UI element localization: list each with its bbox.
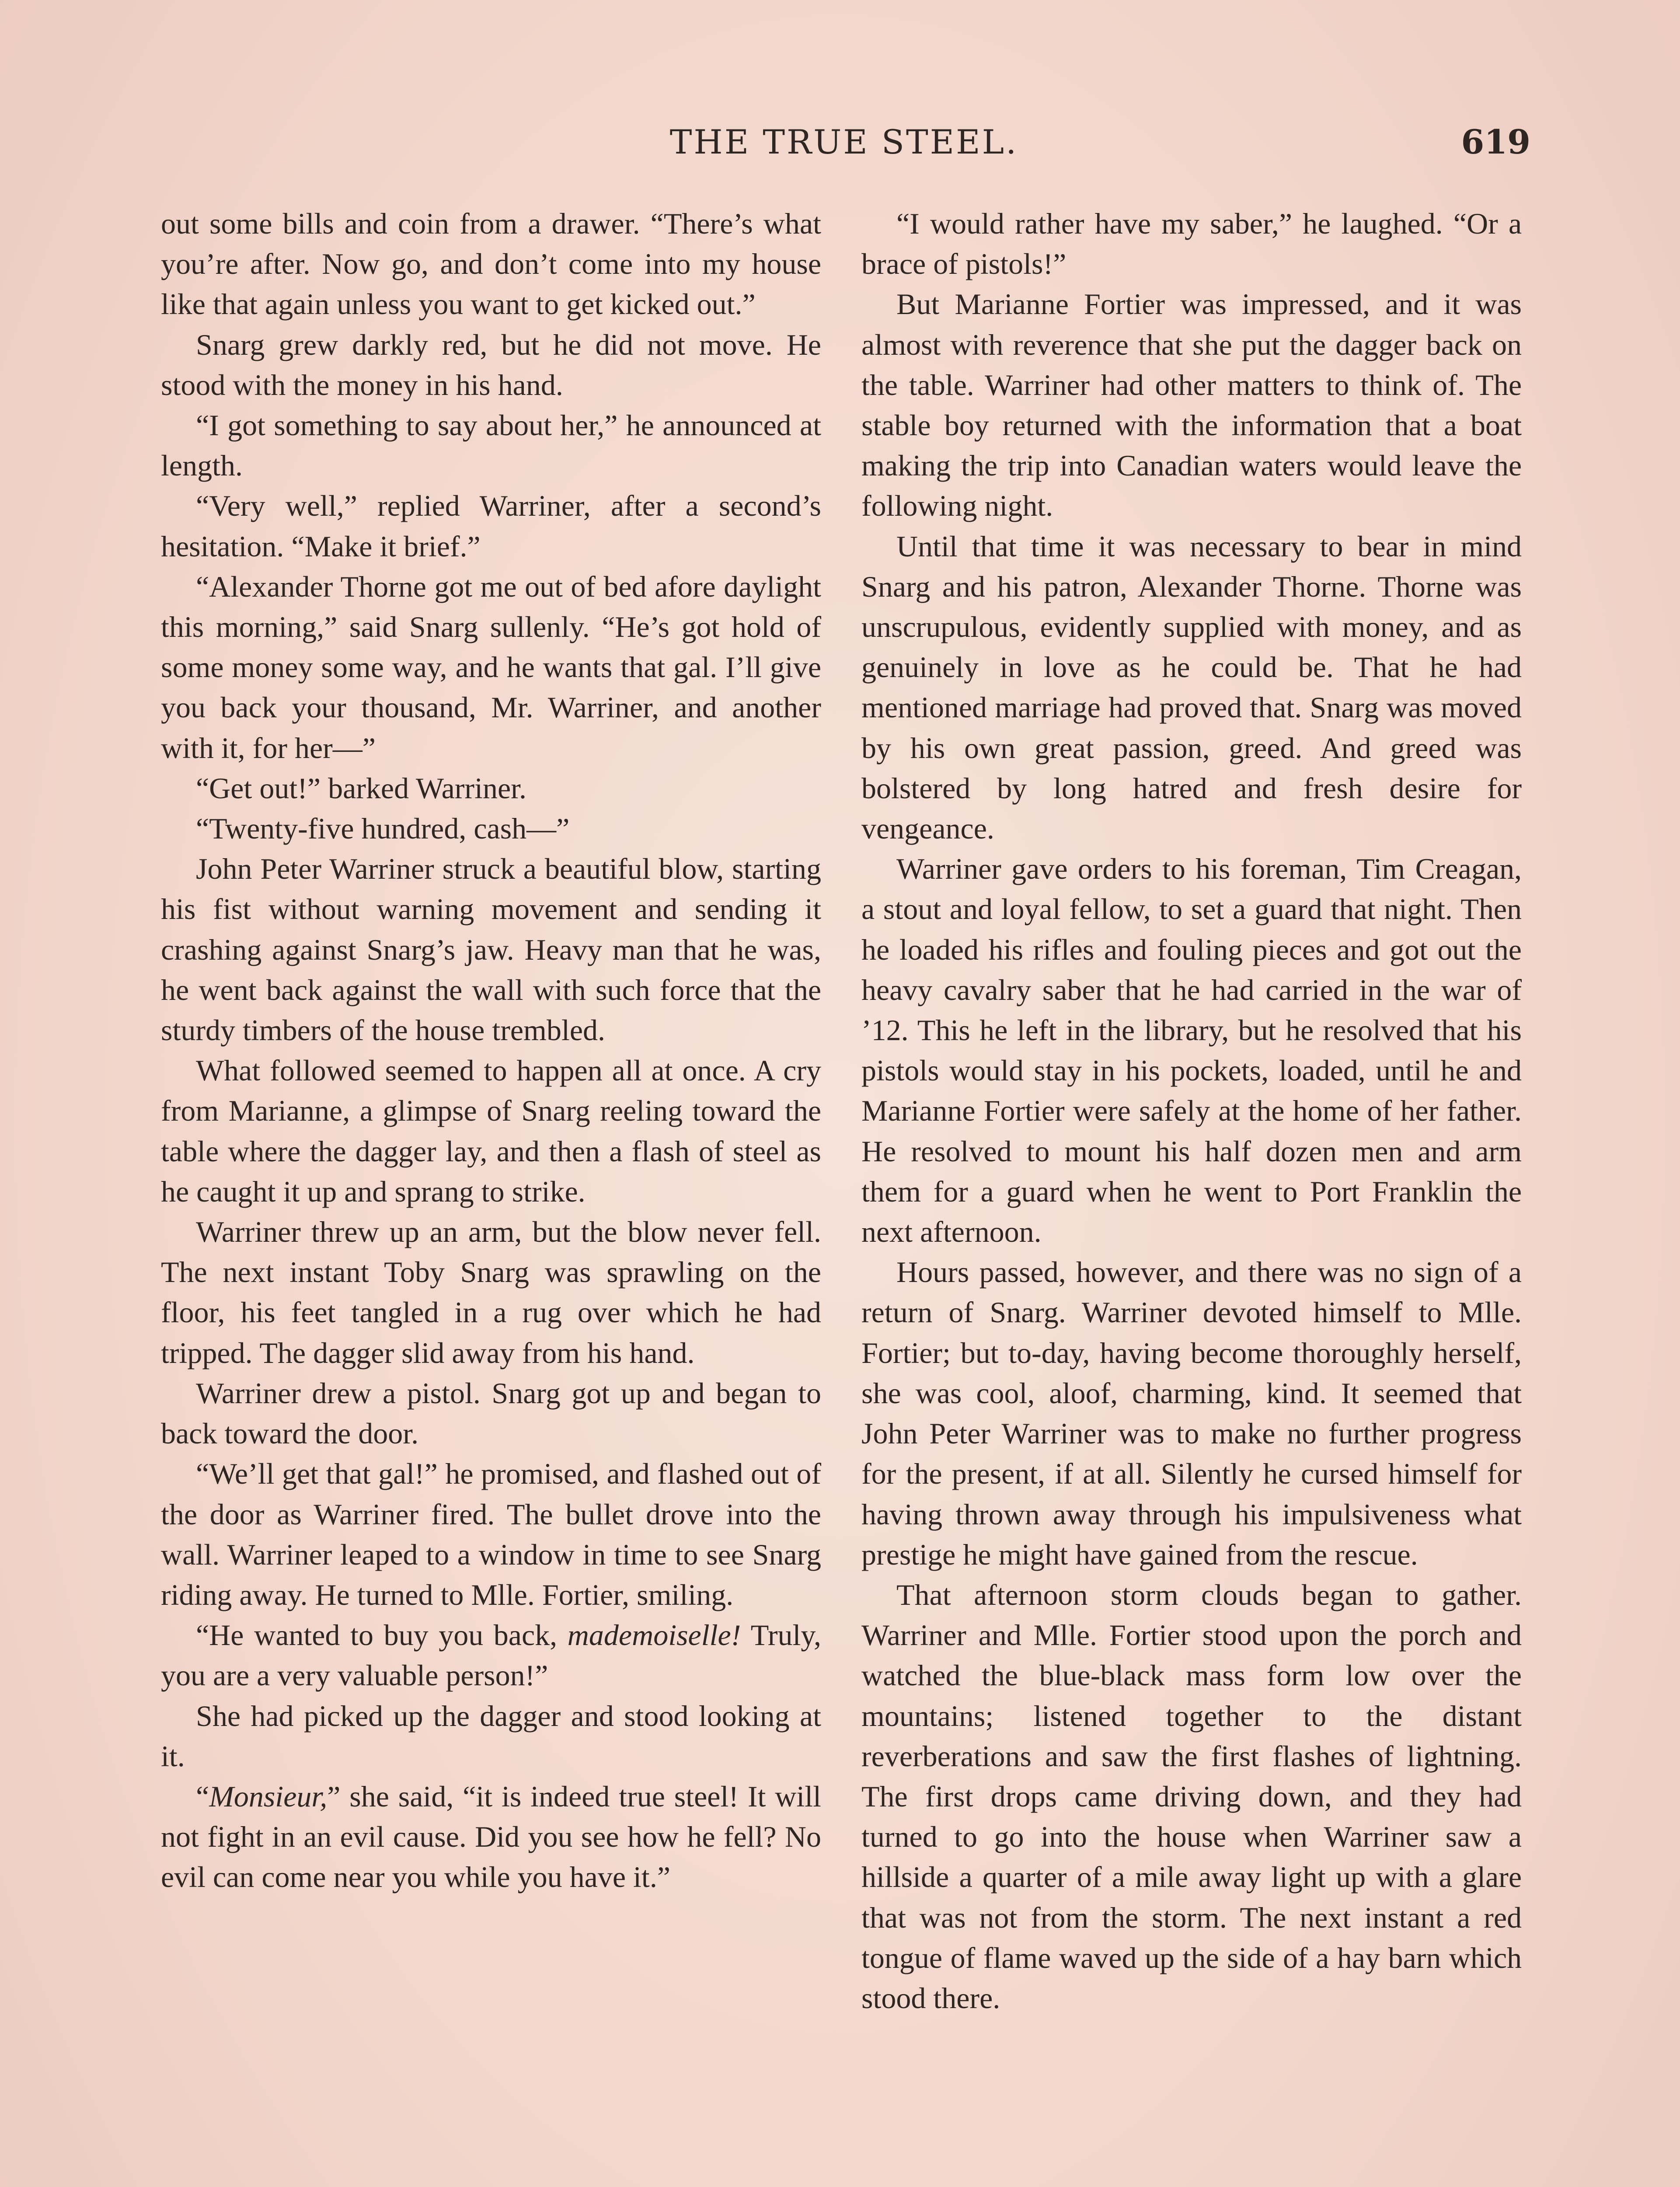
italic-text: Monsieur, [209, 1779, 328, 1813]
paragraph: “Twenty-five hundred, cash—” [196, 812, 570, 845]
paragraph: “Get out!” barked Warriner. [196, 771, 527, 805]
paragraph: Warriner drew a pistol. Snarg got up and began to back toward the door. [161, 1376, 821, 1450]
paragraph: “Alexander Thorne got me out of bed afore daylight this morning,” said Snarg sullenly. “He’s got hold of some money some way, and he wants that gal. I’ll give you back your thousand, Mr. Warriner, and another with it, for her—” [161, 569, 821, 765]
paragraph: Warriner gave orders to his foreman, Tim Creagan, a stout and loyal fellow, to set a guard that night. Then he loaded his rifles and fouling pieces and got out the heavy cavalry saber that he had carried in the war of ’12. This he left in the library, but he resolved that his pistols would stay in his pockets, loaded, until he and Marianne Fortier were safely at the home of her father. He resolved to mount his half dozen men and arm them for a guard when he went to Port Franklin the next afternoon. [861, 852, 1522, 1249]
paragraph: But Marianne Fortier was impressed, and it was almost with reverence that she put the dagger back on the table. Warriner had other matters to think of. The stable boy returned with the information that a boat making the trip into Canadian waters would leave the following night. [861, 287, 1522, 523]
text-run: “He wanted to buy you back, [196, 1618, 568, 1652]
paragraph: “I got something to say about her,” he announced at length. [161, 409, 821, 482]
paragraph: Until that time it was necessary to bear in mind Snarg and his patron, Alexander Thorne. Thorne was unscrupulous, evidently supplied with money, and as genuinely in love as he could be. That he had mentioned marriage had proved that. Snarg was moved by his own great passion, greed. And greed was bolstered by long hatred and fresh desire for vengeance. [861, 529, 1522, 845]
paragraph: Snarg grew darkly red, but he did not move. He stood with the money in his hand. [161, 328, 821, 402]
page-number: 619 [1461, 122, 1530, 161]
paragraph: That afternoon storm clouds began to gather. Warriner and Mlle. Fortier stood upon the porch and watched the blue-black mass form low over the mountains; listened together to the distant reverberations and saw the first flashes of lightning. The first drops came driving down, and they had turned to go into the house when Warriner saw a hillside a quarter of a mile away light up with a glare that was not from the storm. The next instant a red tongue of flame waved up the side of a hay barn which stood there. [861, 1578, 1522, 2015]
text-run: Truly, you are a very valuable person!” [161, 1618, 821, 1692]
text-run: ” she said, “it is indeed true steel! It will not fight in an evil cause. Did you see how he fell? No evil can come near you while you have it.” [161, 1779, 821, 1894]
paragraph: Warriner threw up an arm, but the blow never fell. The next instant Toby Snarg was sprawling on the floor, his feet tangled in a rug over which he had tripped. The dagger slid away from his hand. [161, 1215, 821, 1369]
paragraph [161, 1776, 821, 1897]
paragraph [161, 1615, 821, 1695]
paragraph: Hours passed, however, and there was no sign of a return of Snarg. Warriner devoted himself to Mlle. Fortier; but to-day, having become thoroughly herself, she was cool, aloof, charming, kind. It seemed that John Peter Warriner was to make no further progress for the present, if at all. Silently he cursed himself for having thrown away through his impulsiveness what prestige he might have gained from the rescue. [861, 1255, 1522, 1571]
italic-text: mademoiselle! [567, 1618, 741, 1652]
paragraph: “We’ll get that gal!” he promised, and flashed out of the door as Warriner fired. The bullet drove into the wall. Warriner leaped to a window in time to see Snarg riding away. He turned to Mlle. Fortier, smiling. [161, 1457, 821, 1611]
paragraph: “I would rather have my saber,” he laughed. “Or a brace of pistols!” [861, 207, 1522, 281]
running-head: THE TRUE STEEL. [669, 122, 1018, 161]
left-paragraphs [161, 203, 821, 1615]
right-column [861, 203, 1522, 2018]
paragraph: What followed seemed to happen all at once. A cry from Marianne, a glimpse of Snarg reeling toward the table where the dagger lay, and then a flash of steel as he caught it up and sprang to strike. [161, 1054, 821, 1208]
paragraph: “Very well,” replied Warriner, after a second’s hesitation. “Make it brief.” [161, 489, 821, 563]
left-column [161, 203, 821, 1897]
text-run: “ [196, 1779, 209, 1813]
paragraph: John Peter Warriner struck a beautiful blow, starting his fist without warning movement and sending it crashing against Snarg’s jaw. Heavy man that he was, he went back against the wall with such force that the sturdy timbers of the house trembled. [161, 852, 821, 1047]
paragraph: out some bills and coin from a drawer. “There’s what you’re after. Now go, and don’t come into my house like that again unless you want to get kicked out.” [161, 207, 821, 321]
paragraph: She had picked up the dagger and stood looking at it. [161, 1699, 821, 1773]
right-paragraphs [861, 203, 1522, 2018]
